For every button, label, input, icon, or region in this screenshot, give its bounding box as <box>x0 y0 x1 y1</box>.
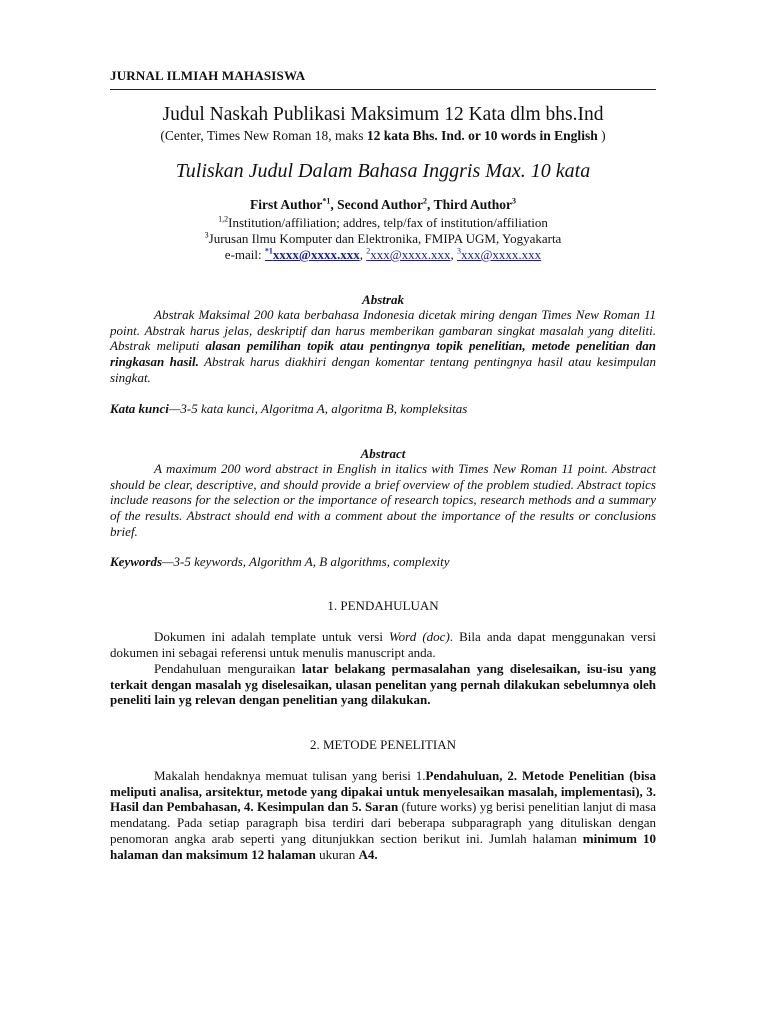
affiliation-1-text: Institution/affiliation; addres, telp/fax of institution/affiliation <box>228 215 548 230</box>
kata-kunci-label: Kata kunci <box>110 401 169 416</box>
author-third-sup: 3 <box>511 196 516 206</box>
author-second: Second Author <box>337 197 424 212</box>
affiliation-2 <box>110 231 656 247</box>
email-3-sup: 3 <box>456 246 461 256</box>
section-1-title: 1. PENDAHULUAN <box>327 598 439 613</box>
s2p1-b2: minimum 10 halaman dan maksimum 12 halaman <box>110 830 657 862</box>
s1p2-bold: latar belakang permasalahan yang diselesaikan, isu-isu yang terkait dengan masalah yg diselesaikan, ulasan penelitan yang pernah dilakukan sebelumnya oleh peneliti lain yg relevan dengan penelitian yang dilakukan. <box>110 661 656 708</box>
s1p1-word: Word (doc) <box>389 629 450 644</box>
s2p1-b3: A4. <box>358 846 378 862</box>
author-first-sup: *1 <box>322 196 331 206</box>
s2p1-d: ukuran <box>315 846 359 862</box>
title-indonesian: Judul Naskah Publikasi Maksimum 12 Kata dlm bhs.Ind <box>162 104 604 125</box>
author-list: First Author$^{*1}$, Second Author$^2$, Third Author$^3$ <box>250 196 516 212</box>
abstract-paragraph <box>110 461 656 540</box>
email-line: e-mail: $^{*1}$xxxx@xxxx.xxx, $^2$xxx@xxxx.xxx, $^3$xxx@xxxx.xxx <box>224 246 542 262</box>
abstrak-paragraph <box>110 307 656 386</box>
email-link-3[interactable] <box>457 247 541 262</box>
kata-kunci-text: —3-5 kata kunci, Algoritma A, algoritma B, kompleksitas <box>168 401 468 416</box>
abstrak-text: Abstrak Maksimal 200 kata berbahasa Indonesia dicetak miring dengan Times New Roman 11 point. Abstrak harus jelas, deskriptif dan harus memberikan gambaran singkat masalah yang diteliti. Abstrak meliputi <box>110 307 656 354</box>
abstrak-end: Abstrak harus diakhiri dengan komentar tentang pentingnya hasil atau kesimpulan singkat. <box>110 354 656 385</box>
journal-header: JURNAL ILMIAH MAHASISWA <box>110 68 656 90</box>
title-note-prefix: (Center, Times New Roman 18, maks <box>160 128 367 143</box>
email-label: e-mail: <box>224 247 265 262</box>
author-first: First Author <box>250 197 323 212</box>
abstract-heading: Abstract <box>360 446 406 461</box>
keywords-label: Keywords <box>110 554 162 569</box>
affiliation-2-sup: 3 <box>204 230 209 240</box>
affiliation-1-sup: 1,2 <box>218 214 229 224</box>
keywords-text: —3-5 keywords, Algorithm A, B algorithms, complexity <box>162 554 450 569</box>
s1p1-b: . Bila anda dapat menggunakan versi dokumen ini sebagai referensi untuk menulis manuscript anda. <box>110 629 656 660</box>
email-2-sup: 2 <box>366 246 371 256</box>
author-third: Third Author <box>433 197 512 212</box>
email-3-text: xxx@xxxx.xxx <box>460 247 542 262</box>
email-2-text: xxx@xxxx.xxx <box>370 247 451 262</box>
section-1-paragraph-2 <box>110 661 656 708</box>
author-second-sup: 2 <box>423 196 428 206</box>
title-format-note <box>110 128 656 144</box>
abstrak-heading: Abstrak <box>362 292 404 307</box>
keywords-line <box>110 554 656 570</box>
email-1-text: xxxx@xxxx.xxx <box>272 247 360 262</box>
section-2-title: 2. METODE PENELITIAN <box>310 737 456 752</box>
email-link-1[interactable] <box>265 247 360 262</box>
email-link-2[interactable] <box>366 247 450 262</box>
s1p2-a: Pendahuluan menguraikan <box>154 661 302 676</box>
affiliation-2-text: Jurusan Ilmu Komputer dan Elektronika, FMIPA UGM, Yogyakarta <box>208 231 562 246</box>
s1p1-a: Dokumen ini adalah template untuk versi <box>154 629 390 644</box>
s2p1-a: Makalah hendaknya memuat tulisan yang berisi 1. <box>154 768 426 783</box>
affiliation-1 <box>110 215 656 231</box>
section-2-paragraph-1 <box>110 768 656 862</box>
abstrak-bold: alasan pemilihan topik atau pentingnya topik penelitian, metode penelitian dan ringkasan hasil. <box>110 338 657 370</box>
s2p1-b1: Pendahuluan, 2. Metode Penelitian (bisa meliputi analisa, arsitektur, metode yang dipakai untuk menyelesaikan masalah, implementasi), 3. Hasil dan Pembahasan, 4. Kesimpulan dan 5. Saran <box>110 768 656 815</box>
email-1-sup: *1 <box>264 246 273 256</box>
s2p1-c: (future works) yg berisi penelitian lanjut di masa mendatang. Pada setiap paragraph bisa terdiri dari beberapa subparagraph yang dituliskan dengan penomoran angka arab seperti yang ditunjukkan section berikut ini. Jumlah halaman <box>110 799 656 846</box>
section-1-paragraph-1 <box>110 629 656 660</box>
abstract-text: A maximum 200 word abstract in English in italics with Times New Roman 11 point. Abstract should be clear, descriptive, and should provide a brief overview of the problem studied. Abstract topics include reasons for the selection or the importance of research topics, research methods and a summary of the results. Abstract should end with a comment about the importance of the results or conclusions brief. <box>110 461 656 539</box>
title-english: Tuliskan Judul Dalam Bahasa Inggris Max. 10 kata <box>175 160 591 182</box>
title-note-bold: 12 kata Bhs. Ind. or 10 words in English <box>366 128 598 143</box>
title-note-suffix: ) <box>597 128 606 143</box>
kata-kunci-line <box>110 401 656 417</box>
